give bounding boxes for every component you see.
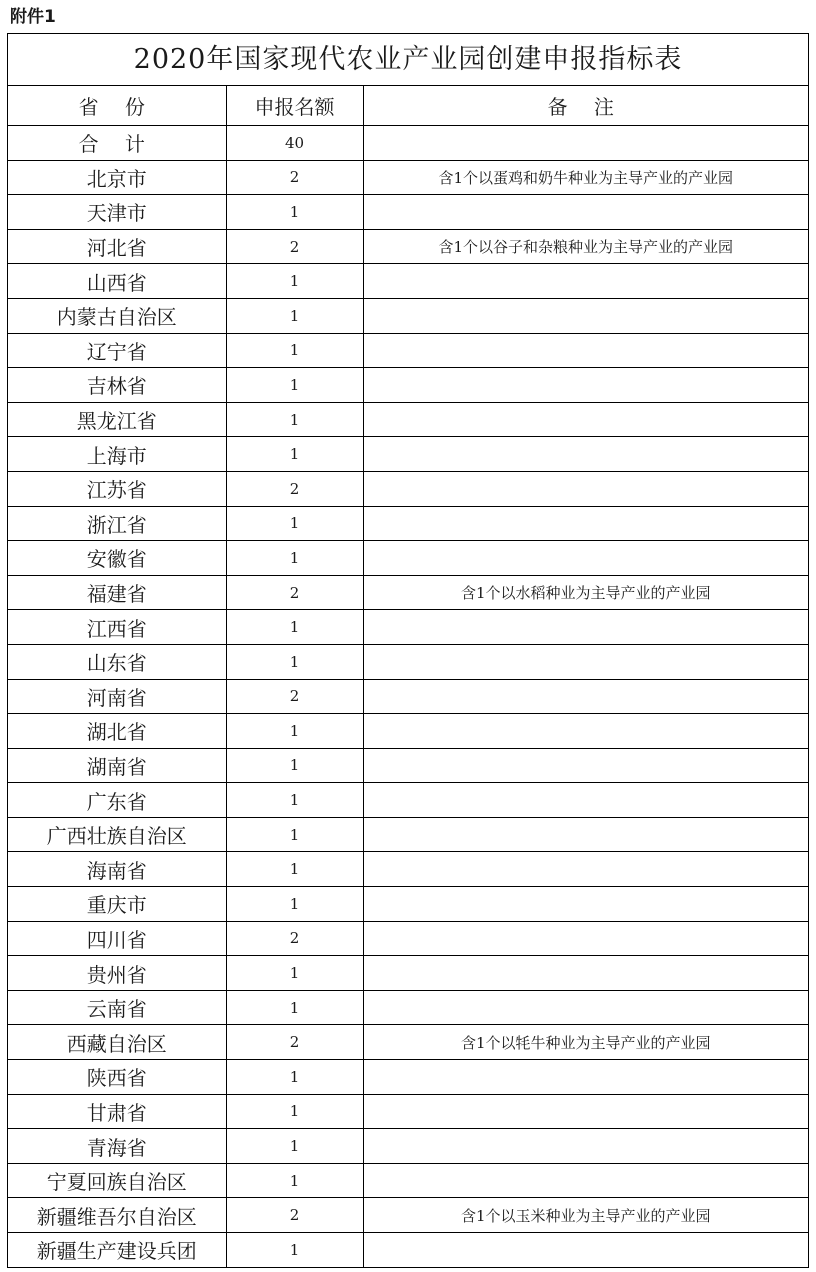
province-cell: 福建省 xyxy=(8,575,226,610)
province-cell: 云南省 xyxy=(8,990,226,1025)
table-row xyxy=(8,298,808,333)
note-cell xyxy=(363,644,808,679)
province-cell: 山西省 xyxy=(8,264,226,299)
note-cell xyxy=(363,1129,808,1164)
quota-cell: 1 xyxy=(226,644,363,679)
table-row xyxy=(8,1129,808,1164)
quota-cell: 1 xyxy=(226,506,363,541)
quota-cell: 2 xyxy=(226,1198,363,1233)
table-row xyxy=(8,541,808,576)
province-cell: 新疆生产建设兵团 xyxy=(8,1233,226,1267)
province-cell: 河南省 xyxy=(8,679,226,714)
total-label: 合 计 xyxy=(8,126,226,161)
province-cell: 湖南省 xyxy=(8,748,226,783)
province-cell: 江苏省 xyxy=(8,471,226,506)
quota-cell: 2 xyxy=(226,679,363,714)
quota-cell: 1 xyxy=(226,1129,363,1164)
quota-cell: 1 xyxy=(226,368,363,403)
province-cell: 贵州省 xyxy=(8,956,226,991)
table-row xyxy=(8,195,808,230)
table-row xyxy=(8,471,808,506)
table-row xyxy=(8,852,808,887)
table-title: 2020年国家现代农业产业园创建申报指标表 xyxy=(8,34,808,86)
header-note: 备 注 xyxy=(363,86,808,126)
note-cell xyxy=(363,852,808,887)
note-cell xyxy=(363,437,808,472)
table-row xyxy=(8,402,808,437)
table-row xyxy=(8,1094,808,1129)
note-cell xyxy=(363,679,808,714)
quota-table-sheet xyxy=(7,33,809,1268)
note-cell xyxy=(363,264,808,299)
province-cell: 江西省 xyxy=(8,610,226,645)
note-cell xyxy=(363,402,808,437)
note-cell xyxy=(363,1163,808,1198)
table-row xyxy=(8,1163,808,1198)
note-cell: 含1个以蛋鸡和奶牛种业为主导产业的产业园 xyxy=(363,160,808,195)
quota-cell: 1 xyxy=(226,990,363,1025)
table-row xyxy=(8,748,808,783)
quota-cell: 1 xyxy=(226,298,363,333)
province-cell: 青海省 xyxy=(8,1129,226,1164)
note-cell xyxy=(363,956,808,991)
table-row xyxy=(8,921,808,956)
province-cell: 吉林省 xyxy=(8,368,226,403)
note-cell xyxy=(363,333,808,368)
quota-cell: 1 xyxy=(226,333,363,368)
quota-cell: 1 xyxy=(226,1163,363,1198)
quota-cell: 1 xyxy=(226,817,363,852)
quota-cell: 1 xyxy=(226,264,363,299)
quota-cell: 1 xyxy=(226,402,363,437)
province-cell: 内蒙古自治区 xyxy=(8,298,226,333)
attachment-label: 附件1 xyxy=(10,7,56,27)
total-quota: 40 xyxy=(226,126,363,161)
quota-cell: 2 xyxy=(226,471,363,506)
table-row xyxy=(8,333,808,368)
quota-cell: 2 xyxy=(226,1025,363,1060)
quota-cell: 2 xyxy=(226,229,363,264)
table-row xyxy=(8,1198,808,1233)
note-cell: 含1个以谷子和杂粮种业为主导产业的产业园 xyxy=(363,229,808,264)
table-row xyxy=(8,887,808,922)
quota-cell: 2 xyxy=(226,921,363,956)
note-cell xyxy=(363,506,808,541)
province-cell: 广东省 xyxy=(8,783,226,818)
note-cell: 含1个以水稻种业为主导产业的产业园 xyxy=(363,575,808,610)
quota-cell: 1 xyxy=(226,956,363,991)
quota-cell: 1 xyxy=(226,610,363,645)
quota-cell: 1 xyxy=(226,714,363,749)
province-cell: 辽宁省 xyxy=(8,333,226,368)
note-cell xyxy=(363,471,808,506)
table-row xyxy=(8,956,808,991)
table-row xyxy=(8,1060,808,1095)
table-row xyxy=(8,714,808,749)
province-cell: 四川省 xyxy=(8,921,226,956)
province-cell: 山东省 xyxy=(8,644,226,679)
province-cell: 浙江省 xyxy=(8,506,226,541)
province-cell: 宁夏回族自治区 xyxy=(8,1163,226,1198)
province-cell: 天津市 xyxy=(8,195,226,230)
note-cell xyxy=(363,541,808,576)
quota-cell: 1 xyxy=(226,195,363,230)
province-cell: 安徽省 xyxy=(8,541,226,576)
header-row xyxy=(8,86,808,126)
province-cell: 河北省 xyxy=(8,229,226,264)
table-row xyxy=(8,160,808,195)
province-cell: 新疆维吾尔自治区 xyxy=(8,1198,226,1233)
quota-table xyxy=(8,86,808,1267)
table-row xyxy=(8,610,808,645)
table-row xyxy=(8,506,808,541)
note-cell xyxy=(363,1233,808,1267)
quota-cell: 1 xyxy=(226,437,363,472)
table-row xyxy=(8,783,808,818)
note-cell xyxy=(363,610,808,645)
table-row xyxy=(8,644,808,679)
total-note xyxy=(363,126,808,161)
note-cell xyxy=(363,298,808,333)
note-cell xyxy=(363,990,808,1025)
note-cell xyxy=(363,714,808,749)
table-row xyxy=(8,1025,808,1060)
note-cell xyxy=(363,748,808,783)
note-cell xyxy=(363,817,808,852)
quota-cell: 2 xyxy=(226,160,363,195)
province-cell: 海南省 xyxy=(8,852,226,887)
table-row xyxy=(8,1233,808,1267)
table-row xyxy=(8,368,808,403)
note-cell xyxy=(363,887,808,922)
table-row xyxy=(8,575,808,610)
quota-cell: 1 xyxy=(226,1060,363,1095)
note-cell xyxy=(363,783,808,818)
note-cell xyxy=(363,368,808,403)
province-cell: 陕西省 xyxy=(8,1060,226,1095)
province-cell: 甘肃省 xyxy=(8,1094,226,1129)
table-row xyxy=(8,437,808,472)
note-cell xyxy=(363,1060,808,1095)
table-row xyxy=(8,817,808,852)
province-cell: 广西壮族自治区 xyxy=(8,817,226,852)
note-cell xyxy=(363,1094,808,1129)
province-cell: 西藏自治区 xyxy=(8,1025,226,1060)
quota-cell: 1 xyxy=(226,1233,363,1267)
header-quota: 申报名额 xyxy=(226,86,363,126)
quota-cell: 1 xyxy=(226,541,363,576)
quota-cell: 1 xyxy=(226,748,363,783)
province-cell: 黑龙江省 xyxy=(8,402,226,437)
quota-cell: 1 xyxy=(226,1094,363,1129)
total-row xyxy=(8,126,808,161)
province-cell: 北京市 xyxy=(8,160,226,195)
quota-cell: 1 xyxy=(226,783,363,818)
table-row xyxy=(8,229,808,264)
province-cell: 湖北省 xyxy=(8,714,226,749)
table-row xyxy=(8,679,808,714)
table-row xyxy=(8,990,808,1025)
quota-cell: 1 xyxy=(226,852,363,887)
quota-cell: 2 xyxy=(226,575,363,610)
table-row xyxy=(8,264,808,299)
note-cell: 含1个以玉米种业为主导产业的产业园 xyxy=(363,1198,808,1233)
note-cell: 含1个以牦牛种业为主导产业的产业园 xyxy=(363,1025,808,1060)
note-cell xyxy=(363,921,808,956)
header-province: 省 份 xyxy=(8,86,226,126)
quota-cell: 1 xyxy=(226,887,363,922)
province-cell: 上海市 xyxy=(8,437,226,472)
note-cell xyxy=(363,195,808,230)
province-cell: 重庆市 xyxy=(8,887,226,922)
